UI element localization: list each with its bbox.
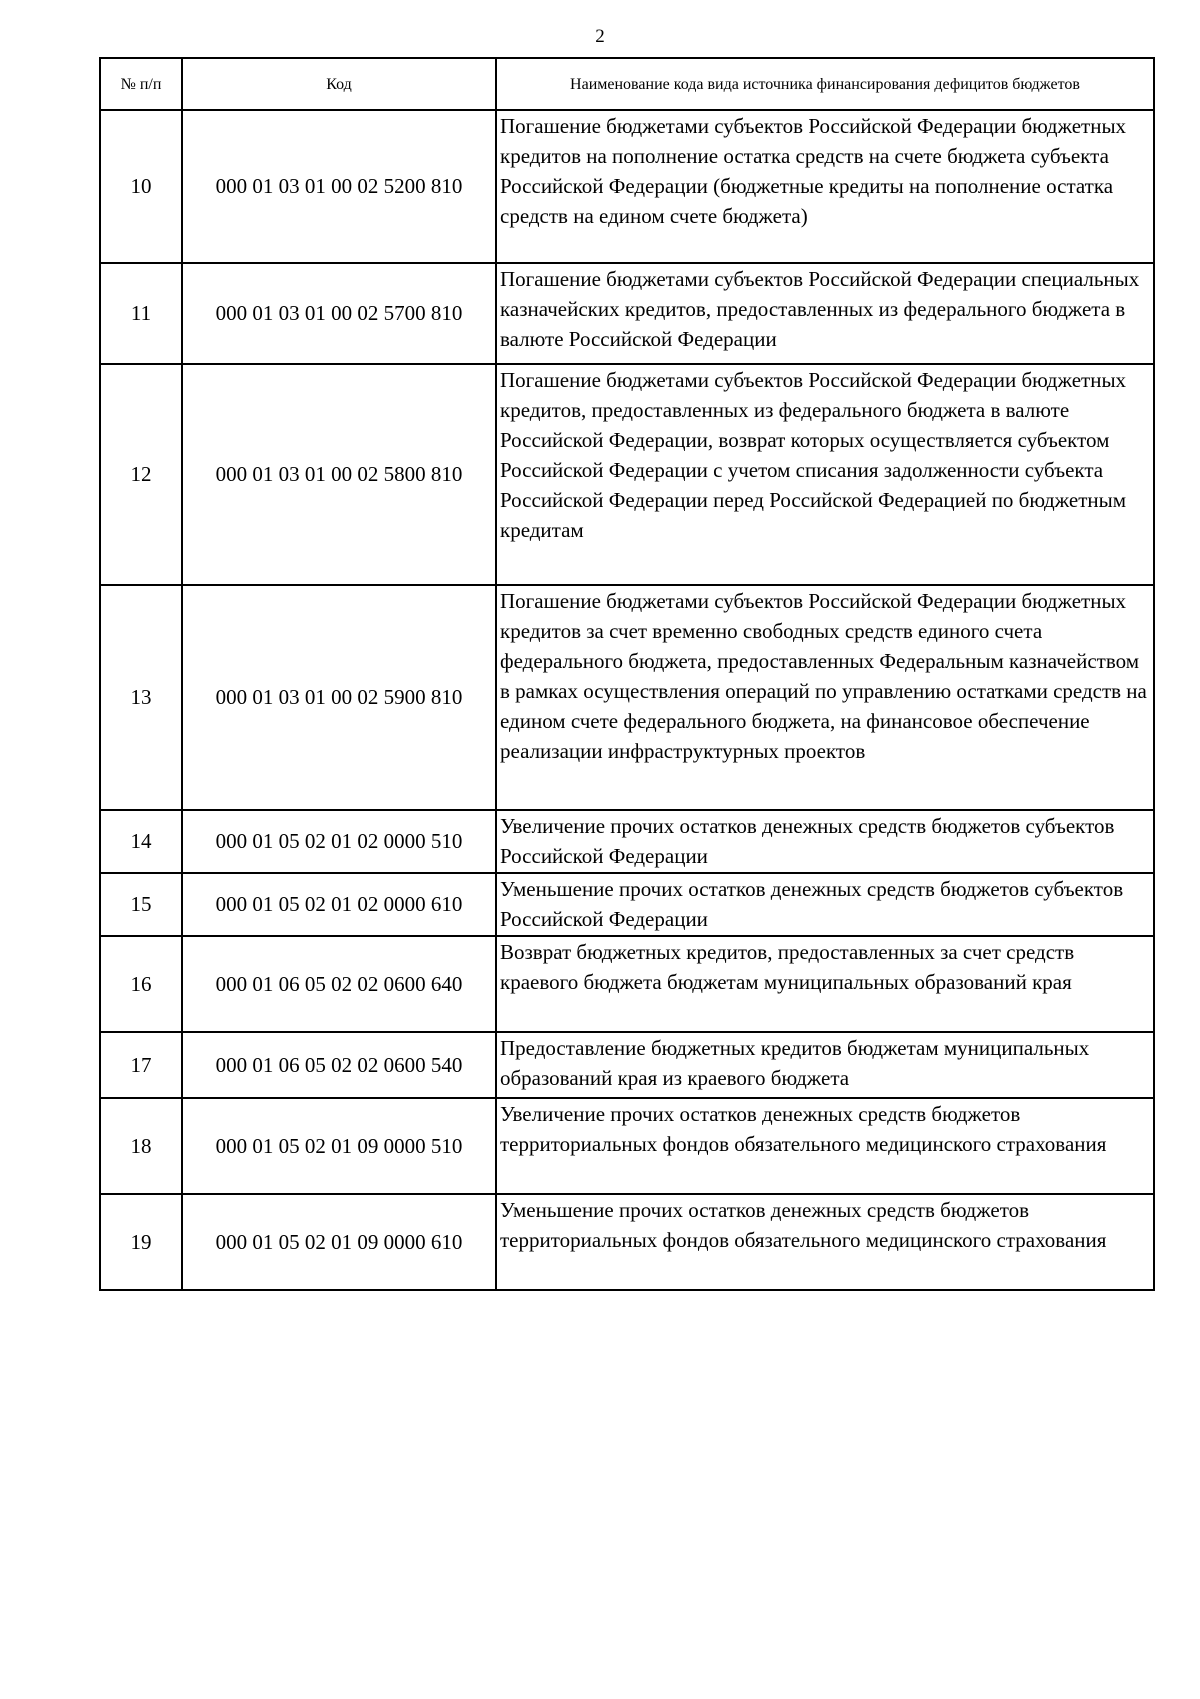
row-num: 14	[100, 810, 182, 873]
row-name	[496, 1194, 1154, 1290]
table-row	[100, 873, 1154, 936]
row-name-text: Уменьшение прочих остатков денежных средств бюджетов субъектов Российской Федерации	[500, 877, 1124, 931]
header-name: Наименование кода вида источника финансирования дефицитов бюджетов	[496, 58, 1154, 110]
row-code: 000 01 03 01 00 02 5900 810	[182, 585, 496, 810]
row-num: 19	[100, 1194, 182, 1290]
row-name	[496, 1098, 1154, 1194]
row-name	[496, 936, 1154, 1032]
row-name-text: Погашение бюджетами субъектов Российской Федерации бюджетных кредитов, предоставленных из федерального бюджета в валюте Российской Федерации, возврат которых осуществляется субъектом Российской Федерации с учетом списания задолженности субъекта Российской Федерации перед Российской Федерацией по бюджетным кредитам	[500, 368, 1127, 542]
row-num: 17	[100, 1032, 182, 1098]
row-name	[496, 873, 1154, 936]
row-code: 000 01 05 02 01 02 0000 610	[182, 873, 496, 936]
row-name	[496, 585, 1154, 810]
row-num: 18	[100, 1098, 182, 1194]
table-row	[100, 810, 1154, 873]
table-row	[100, 1032, 1154, 1098]
row-name	[496, 364, 1154, 585]
table-row	[100, 110, 1154, 263]
table-row	[100, 936, 1154, 1032]
row-name	[496, 110, 1154, 263]
row-code: 000 01 05 02 01 02 0000 510	[182, 810, 496, 873]
row-name-text: Погашение бюджетами субъектов Российской Федерации бюджетных кредитов за счет временно свободных средств единого счета федерального бюджета, предоставленных Федеральным казначейством в рамках осуществления операций по управлению остатками средств на едином счете федерального бюджета, на финансовое обеспечение реализации инфраструктурных проектов	[500, 589, 1147, 763]
table-row	[100, 364, 1154, 585]
row-name-text: Увеличение прочих остатков денежных средств бюджетов субъектов Российской Федерации	[500, 814, 1115, 868]
row-code: 000 01 05 02 01 09 0000 610	[182, 1194, 496, 1290]
row-code: 000 01 05 02 01 09 0000 510	[182, 1098, 496, 1194]
budget-deficit-sources-table	[99, 57, 1155, 1291]
row-num: 16	[100, 936, 182, 1032]
row-name	[496, 263, 1154, 364]
row-code: 000 01 03 01 00 02 5800 810	[182, 364, 496, 585]
header-code: Код	[182, 58, 496, 110]
row-name-text: Погашение бюджетами субъектов Российской Федерации специальных казначейских кредитов, предоставленных из федерального бюджета в валюте Российской Федерации	[500, 267, 1140, 351]
table-row	[100, 263, 1154, 364]
table-header-row	[100, 58, 1154, 110]
table-row	[100, 1098, 1154, 1194]
row-num: 10	[100, 110, 182, 263]
row-num: 15	[100, 873, 182, 936]
row-code: 000 01 06 05 02 02 0600 540	[182, 1032, 496, 1098]
row-num: 11	[100, 263, 182, 364]
table-row	[100, 585, 1154, 810]
header-num: № п/п	[100, 58, 182, 110]
page-number: 2	[595, 26, 605, 47]
row-num: 13	[100, 585, 182, 810]
row-code: 000 01 06 05 02 02 0600 640	[182, 936, 496, 1032]
row-name	[496, 810, 1154, 873]
row-name	[496, 1032, 1154, 1098]
row-code: 000 01 03 01 00 02 5700 810	[182, 263, 496, 364]
row-name-text: Возврат бюджетных кредитов, предоставленных за счет средств краевого бюджета бюджетам муниципальных образований края	[500, 940, 1075, 994]
row-name-text: Увеличение прочих остатков денежных средств бюджетов территориальных фондов обязательного медицинского страхования	[500, 1102, 1107, 1156]
row-code: 000 01 03 01 00 02 5200 810	[182, 110, 496, 263]
row-name-text: Погашение бюджетами субъектов Российской Федерации бюджетных кредитов на пополнение остатка средств на счете бюджета субъекта Российской Федерации (бюджетные кредиты на пополнение остатка средств на едином счете бюджета)	[500, 114, 1127, 228]
row-name-text: Предоставление бюджетных кредитов бюджетам муниципальных образований края из краевого бюджета	[500, 1036, 1090, 1090]
row-name-text: Уменьшение прочих остатков денежных средств бюджетов территориальных фондов обязательного медицинского страхования	[500, 1198, 1107, 1252]
table-row	[100, 1194, 1154, 1290]
row-num: 12	[100, 364, 182, 585]
